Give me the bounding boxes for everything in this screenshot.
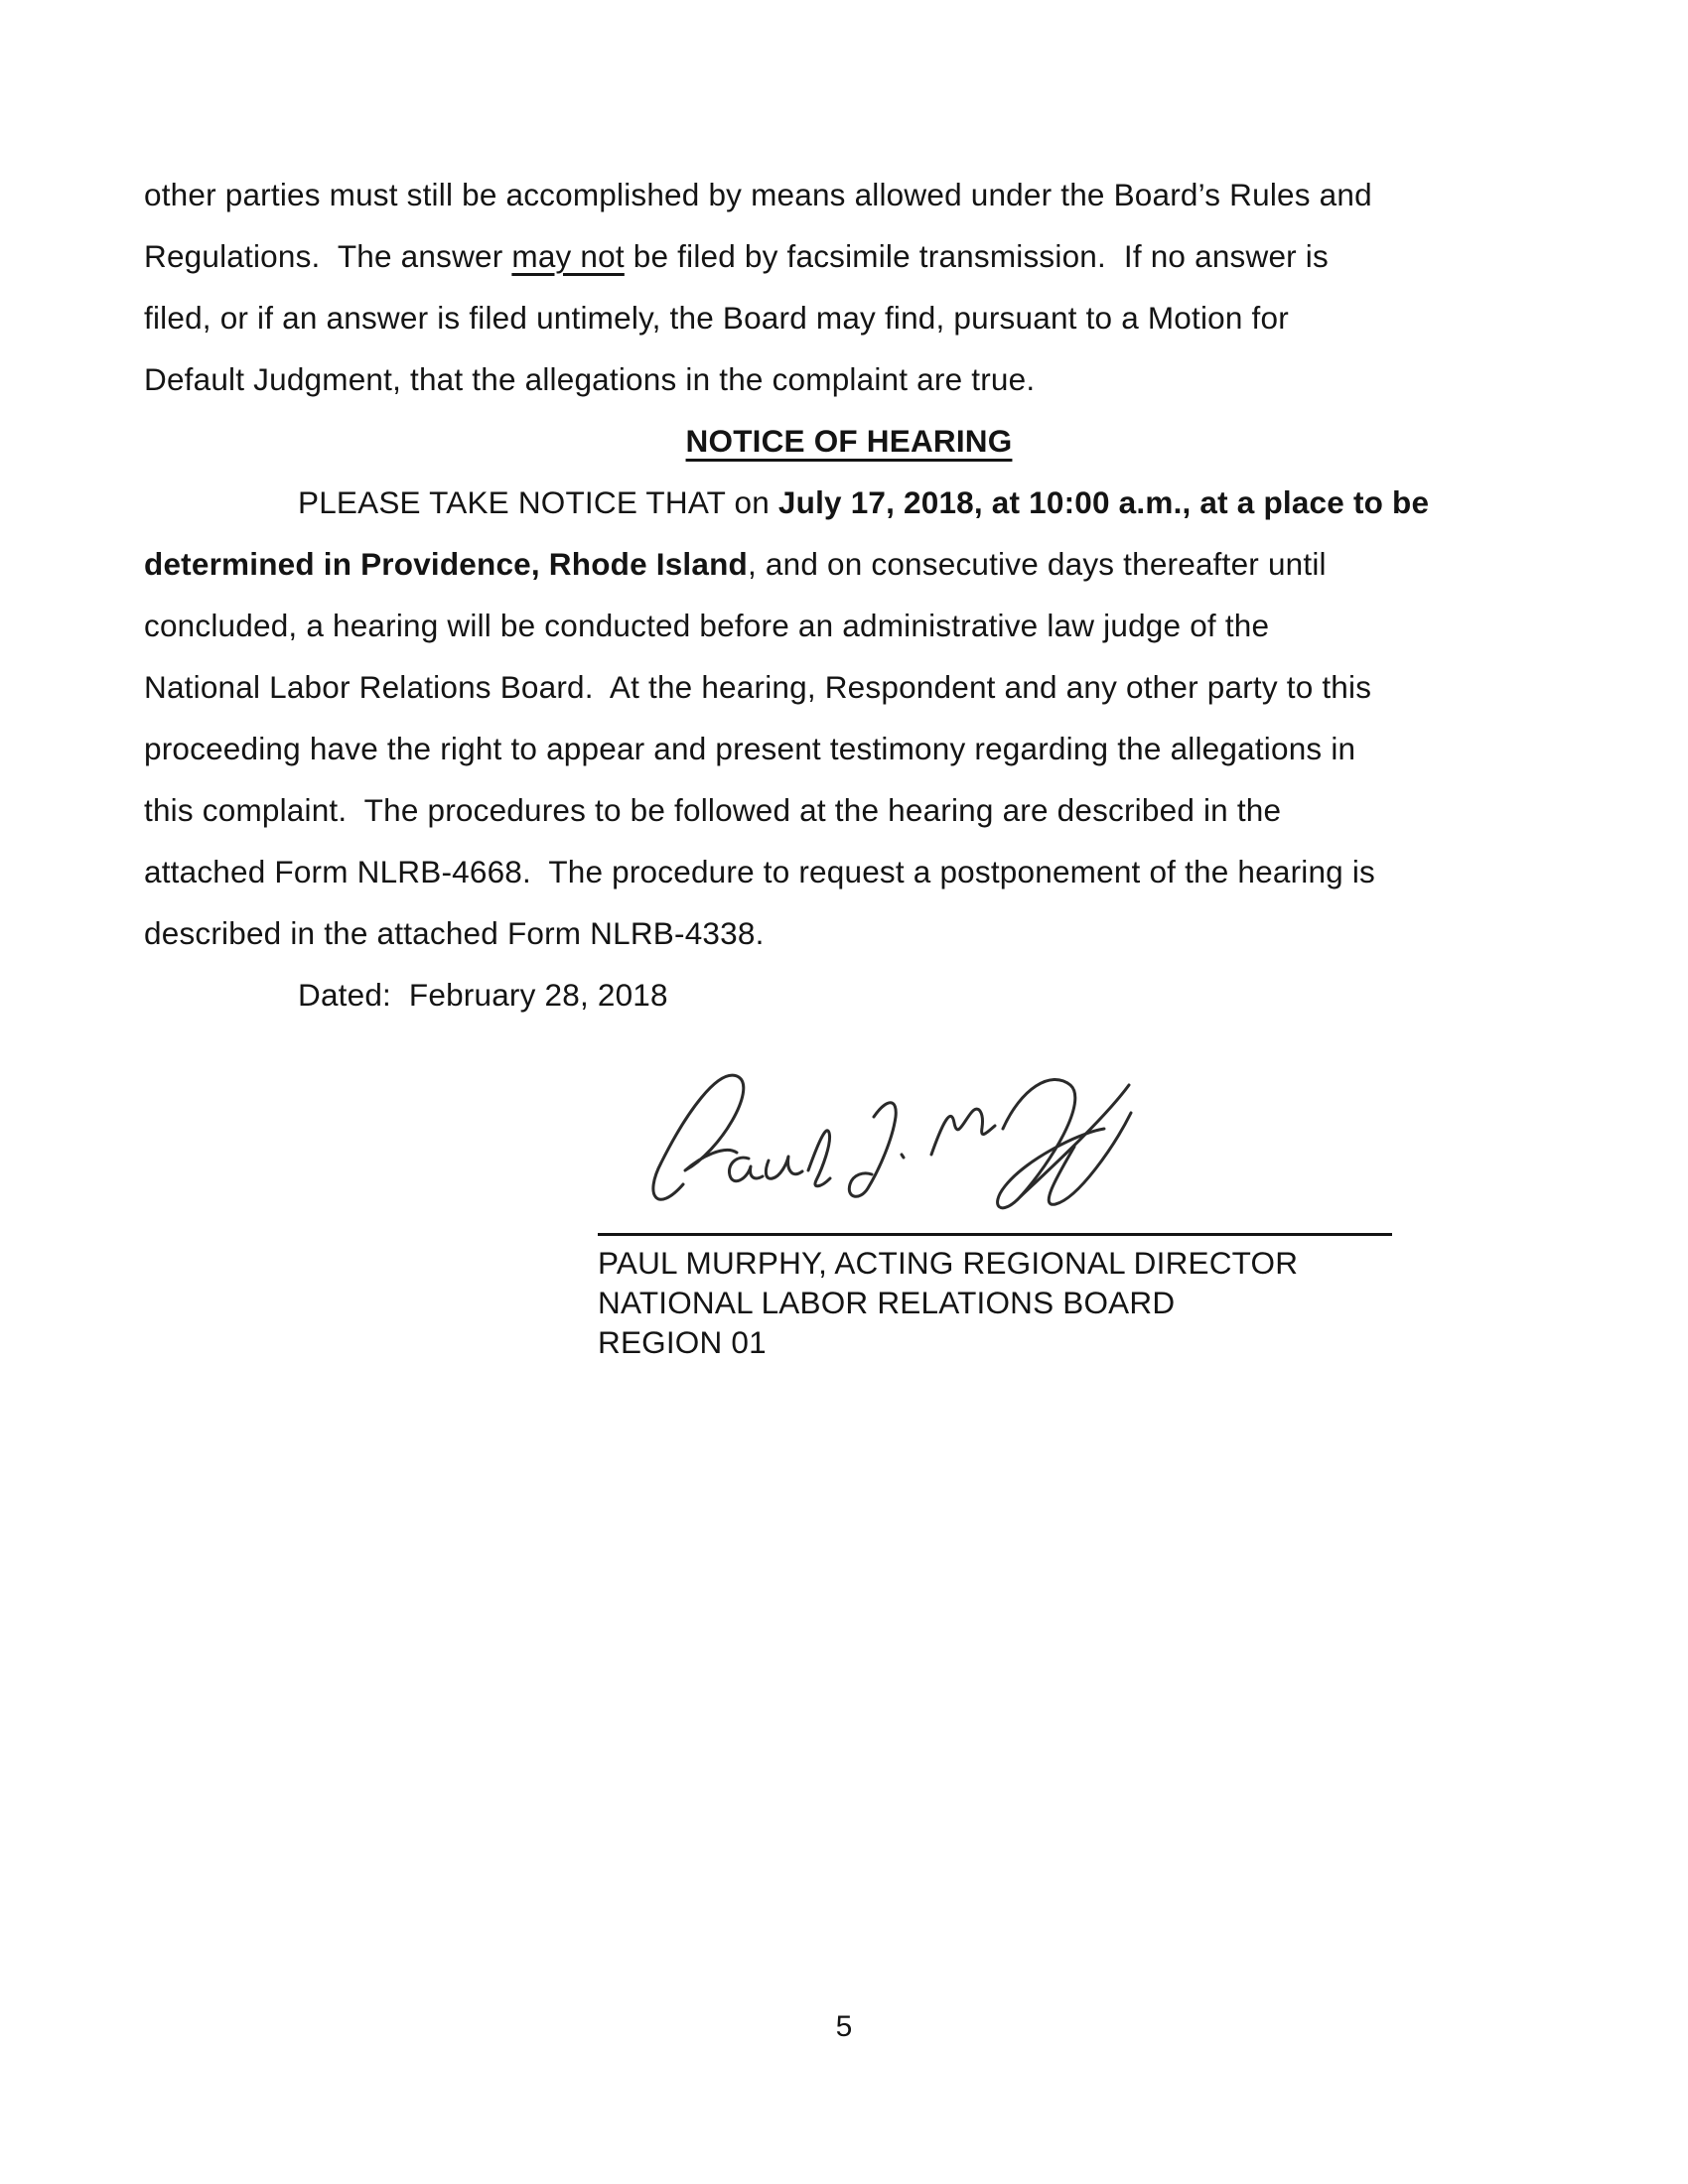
text-line: other parties must still be accomplished by means allowed under the Board’s Rules and	[144, 177, 1372, 212]
text-line: determined in Providence, Rhode Island, and on consecutive days thereafter until	[144, 546, 1327, 582]
paragraph-continuation	[144, 164, 1554, 410]
signatory-agency: NATIONAL LABOR RELATIONS BOARD	[598, 1285, 1176, 1320]
text-line: Regulations. The answer may not be filed by facsimile transmission. If no answer is	[144, 238, 1329, 274]
text-line: PLEASE TAKE NOTICE THAT on July 17, 2018, at 10:00 a.m., at a place to be	[298, 484, 1430, 520]
text-line: attached Form NLRB-4668. The procedure to request a postponement of the hearing is	[144, 854, 1375, 889]
text-line: this complaint. The procedures to be followed at the hearing are described in the	[144, 792, 1282, 828]
signature-image	[635, 1027, 1142, 1241]
notice-paragraph	[144, 472, 1554, 964]
text-line: filed, or if an answer is filed untimely, the Board may find, pursuant to a Motion for	[144, 300, 1289, 336]
text-line: concluded, a hearing will be conducted before an administrative law judge of the	[144, 608, 1270, 643]
page-number: 5	[835, 2010, 853, 2043]
document-body	[144, 164, 1554, 1025]
signatory-name-title: PAUL MURPHY, ACTING REGIONAL DIRECTOR	[598, 1245, 1299, 1281]
text-line: National Labor Relations Board. At the hearing, Respondent and any other party to this	[144, 669, 1372, 705]
text-line: Default Judgment, that the allegations in the complaint are true.	[144, 361, 1036, 397]
notice-of-hearing-heading	[144, 410, 1554, 472]
signatory-block	[598, 1243, 1298, 1362]
text-line: proceeding have the right to appear and present testimony regarding the allegations in	[144, 731, 1356, 766]
text-line: described in the attached Form NLRB-4338.	[144, 915, 765, 951]
signatory-region: REGION 01	[598, 1324, 767, 1360]
dated-text: Dated: February 28, 2018	[298, 977, 668, 1013]
heading-text: NOTICE OF HEARING	[685, 423, 1013, 459]
dated-line	[144, 964, 1554, 1025]
signature-rule	[598, 1233, 1392, 1236]
